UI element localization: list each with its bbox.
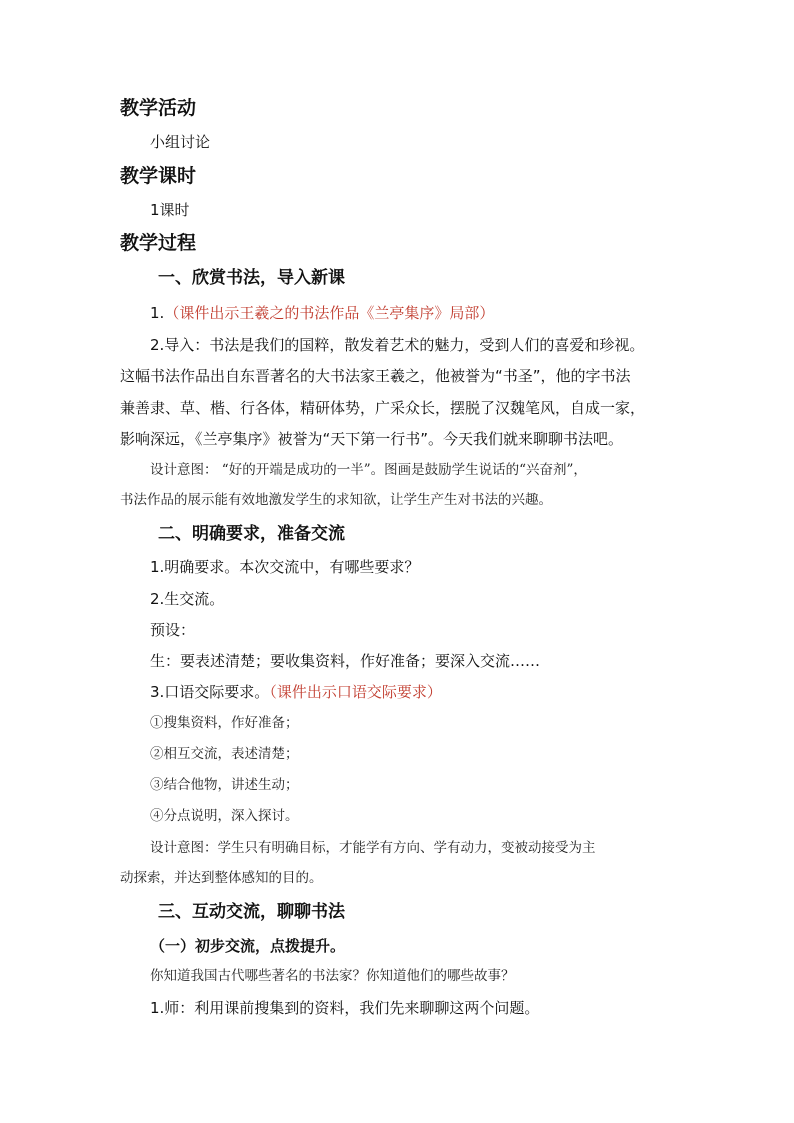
part1-item2-line4: 影响深远，《兰亭集序》被誉为“天下第一行书”。今天我们就来聊聊书法吧。	[120, 430, 624, 448]
part1-design-line1: 设计意图： “好的开端是成功的一半”。图画是鼓励学生说话的“兴奋剂”，	[150, 462, 587, 478]
requirement-item-4: ④分点说明，深入探讨。	[150, 808, 299, 824]
part1-item2-line1: 2.导入：书法是我们的国粹，散发着艺术的魅力，受到人们的喜爱和珍视。	[150, 336, 645, 354]
requirement-item-2: ②相互交流，表述清楚；	[150, 746, 299, 762]
part2-line5-text: 3.口语交际要求。	[150, 683, 270, 701]
part3-title: 三、互动交流，聊聊书法	[158, 902, 345, 922]
requirement-item-1: ①搜集资料，作好准备；	[150, 715, 299, 731]
part1-item1-red: （课件出示王羲之的书法作品《兰亭集序》局部）	[164, 304, 495, 322]
part2-design-line2: 动探索，并达到整体感知的目的。	[120, 870, 323, 886]
part2-line5-red: （课件出示口语交际要求）	[269, 683, 442, 701]
heading-activity: 教学活动	[120, 97, 197, 119]
part3-question: 你知道我国古代哪些著名的书法家？你知道他们的哪些故事？	[150, 968, 515, 984]
part2-line4: 生：要表述清楚；要收集资料，作好准备；要深入交流……	[150, 652, 541, 670]
part2-line5	[150, 685, 442, 700]
part2-title: 二、明确要求，准备交流	[158, 524, 345, 544]
part1-title: 一、欣赏书法，导入新课	[158, 268, 345, 288]
part2-line2: 2.生交流。	[150, 590, 225, 608]
requirement-item-3: ③结合他物，讲述生动；	[150, 777, 299, 793]
part1-item1-num: 1.	[150, 304, 165, 322]
part2-design-line1: 设计意图：学生只有明确目标，才能学有方向、学有动力，变被动接受为主	[150, 840, 596, 856]
heading-process: 教学过程	[120, 232, 197, 254]
part1-item2-line2: 这幅书法作品出自东晋著名的大书法家王羲之，他被誉为“书圣”，他的字书法	[120, 367, 631, 385]
part2-line3: 预设：	[150, 621, 196, 639]
part3-sub1: （一）初步交流，点拨提升。	[150, 937, 346, 955]
part2-line1: 1.明确要求。本次交流中，有哪些要求？	[150, 558, 420, 576]
period-text: 1课时	[150, 201, 190, 219]
part1-item2-line3: 兼善隶、草、楷、行各体，精研体势，广采众长，摆脱了汉魏笔风，自成一家，	[120, 399, 646, 417]
activity-text: 小组讨论	[150, 133, 211, 151]
part3-line1: 1.师：利用课前搜集到的资料，我们先来聊聊这两个问题。	[150, 999, 540, 1017]
heading-period: 教学课时	[120, 165, 197, 187]
part1-item1	[150, 306, 494, 321]
part1-design-line2: 书法作品的展示能有效地激发学生的求知欲，让学生产生对书法的兴趣。	[120, 492, 552, 508]
